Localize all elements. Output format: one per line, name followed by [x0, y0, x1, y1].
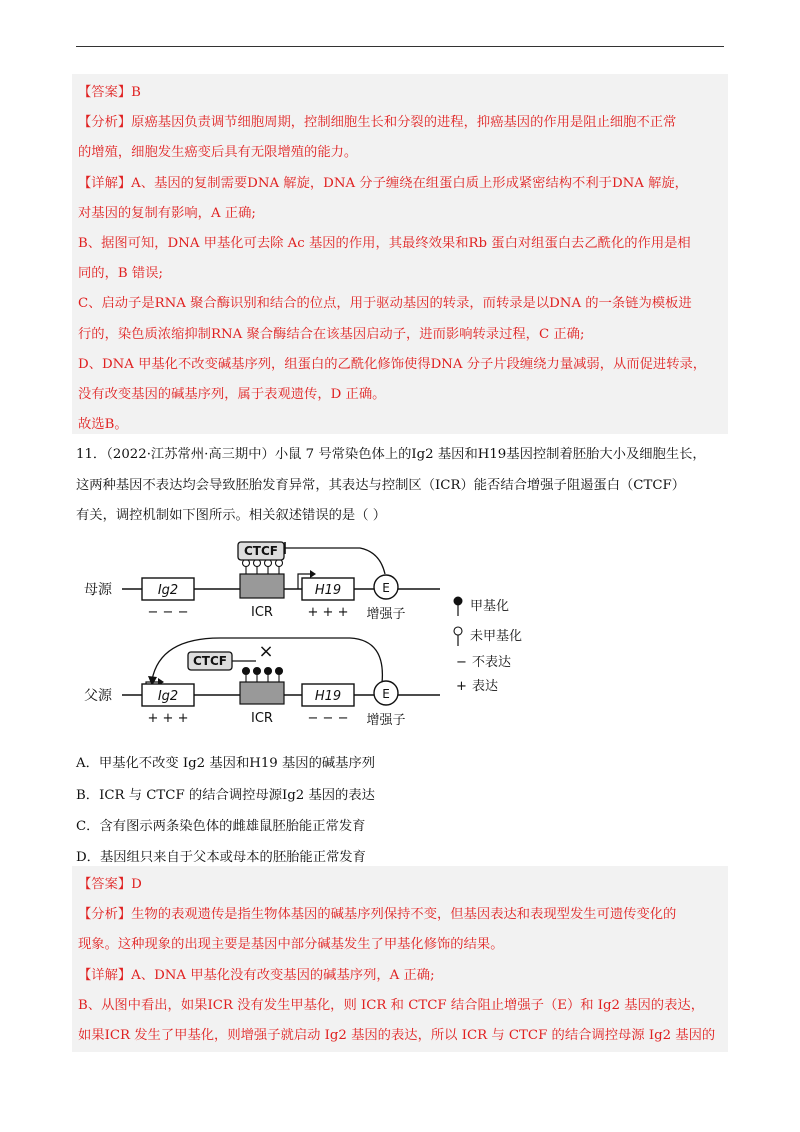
- paternal-h19-marks: − − −: [307, 711, 349, 726]
- maternal-h19-marks: + + +: [307, 605, 349, 620]
- q10-answer: 【答案】B: [78, 85, 141, 100]
- paternal-ig2-label: Ig2: [157, 689, 179, 704]
- q11-answer-box: [72, 866, 728, 1052]
- q11-answer: 【答案】D: [78, 877, 142, 892]
- q11-stem: [76, 440, 726, 532]
- q11-stem-line: 这两种基因不表达均会导致胚胎发育异常，其表达与控制区（ICR）能否结合增强子阻遏蛋白（CTCF）: [76, 477, 686, 493]
- paternal-icr-block: [240, 682, 284, 704]
- unmethylated-pins: [243, 560, 283, 575]
- q10-detail-line: 对基因的复制有影响，A 正确;: [78, 205, 256, 221]
- paternal-enhancer-letter: E: [382, 687, 390, 701]
- paternal-h19-label: H19: [314, 689, 342, 704]
- maternal-ig2-label: Ig2: [157, 583, 179, 598]
- header-rule: [76, 46, 724, 47]
- option-b: B．ICR 与 CTCF 的结合调控母源Ig2 基因的表达: [76, 788, 375, 803]
- q11-stem-line: 有关，调控机制如下图所示。相关叙述错误的是（ ）: [76, 508, 387, 523]
- paternal-ctcf-label: CTCF: [193, 654, 227, 668]
- legend-methylated: 甲基化: [470, 599, 510, 614]
- legend-minus: −: [456, 655, 467, 670]
- q10-detail-line: 故选B。: [78, 417, 128, 433]
- q11-analysis-line: 【分析】生物的表观遗传是指生物体基因的碱基序列保持不变，但基因表达和表现型发生可遗传变化的: [78, 907, 677, 923]
- paternal-ig2-marks: + + +: [147, 711, 189, 726]
- maternal-enhancer-letter: E: [382, 581, 390, 595]
- legend-plus: +: [456, 679, 467, 694]
- maternal-icr-block: [240, 574, 284, 598]
- q10-analysis-line: 【分析】原癌基因负责调节细胞周期，控制细胞生长和分裂的进程，抑癌基因的作用是阻止细胞不正常: [78, 115, 677, 131]
- option-c: C．含有图示两条染色体的雌雄鼠胚胎能正常发育: [76, 819, 366, 834]
- maternal-label: 母源: [84, 582, 112, 598]
- q11-analysis-line: 现象。这种现象的出现主要是基因中部分碱基发生了甲基化修饰的结果。: [78, 937, 504, 953]
- q10-analysis-line: 的增殖，细胞发生癌变后具有无限增殖的能力。: [78, 145, 358, 161]
- option-a: A．甲基化不改变 Ig2 基因和H19 基因的碱基序列: [76, 756, 376, 771]
- block-cross-icon: ×: [258, 641, 274, 662]
- q10-detail-line: 同的，B 错误;: [78, 266, 163, 282]
- legend-unmethylated: 未甲基化: [470, 629, 523, 644]
- q10-detail-line: C、启动子是RNA 聚合酶识别和结合的位点，用于驱动基因的转录，而转录是以DNA 的一条链为模板进: [78, 296, 692, 312]
- q11-detail-line: B、从图中看出，如果ICR 没有发生甲基化，则 ICR 和 CTCF 结合阻止增强子（E）和 Ig2 基因的表达，: [78, 997, 704, 1013]
- q10-detail-line: B、据图可知，DNA 甲基化可去除 Ac 基因的作用，其最终效果和Rb 蛋白对组蛋白去乙酰化的作用是相: [78, 236, 691, 252]
- q11-stem-line: 11．（2022·江苏常州·高三期中）小鼠 7 号常染色体上的Ig2 基因和H19基因控制着胚胎大小及细胞生长，: [76, 447, 706, 462]
- q11-detail-line: 【详解】A、DNA 甲基化没有改变基因的碱基序列，A 正确;: [78, 967, 435, 983]
- paternal-label: 父源: [84, 688, 112, 704]
- legend-not-expressed: 不表达: [472, 655, 512, 670]
- maternal-h19-label: H19: [314, 583, 342, 598]
- legend: [454, 597, 522, 694]
- maternal-icr-label: ICR: [251, 605, 273, 620]
- paternal-enhancer-label: 增强子: [366, 713, 406, 728]
- q10-detail-line: 没有改变基因的碱基序列，属于表观遗传，D 正确。: [78, 387, 386, 403]
- q11-detail-line: 如果ICR 发生了甲基化，则增强子就启动 Ig2 基因的表达，所以 ICR 与 CTCF 的结合调控母源 Ig2 基因的: [78, 1028, 716, 1044]
- legend-expressed: 表达: [472, 679, 499, 694]
- maternal-ctcf-label: CTCF: [244, 544, 278, 558]
- maternal-enhancer-label: 增强子: [366, 607, 406, 622]
- methylated-pins: [243, 668, 283, 683]
- option-d: D．基因组只来自于父本或母本的胚胎能正常发育: [76, 850, 366, 865]
- regulation-figure: [80, 530, 560, 740]
- q10-answer-box: [72, 74, 728, 434]
- q10-detail-line: D、DNA 甲基化不改变碱基序列，组蛋白的乙酰化修饰使得DNA 分子片段缠绕力量减弱，从而促进转录，: [78, 356, 707, 372]
- maternal-ig2-marks: − − −: [147, 605, 189, 620]
- q10-detail-line: 【详解】A、基因的复制需要DNA 解旋，DNA 分子缠绕在组蛋白质上形成紧密结构不利于DNA 解旋，: [78, 175, 688, 191]
- q10-detail-line: 行的，染色质浓缩抑制RNA 聚合酶结合在该基因启动子，进而影响转录过程，C 正确;: [78, 326, 585, 342]
- paternal-icr-label: ICR: [251, 711, 273, 726]
